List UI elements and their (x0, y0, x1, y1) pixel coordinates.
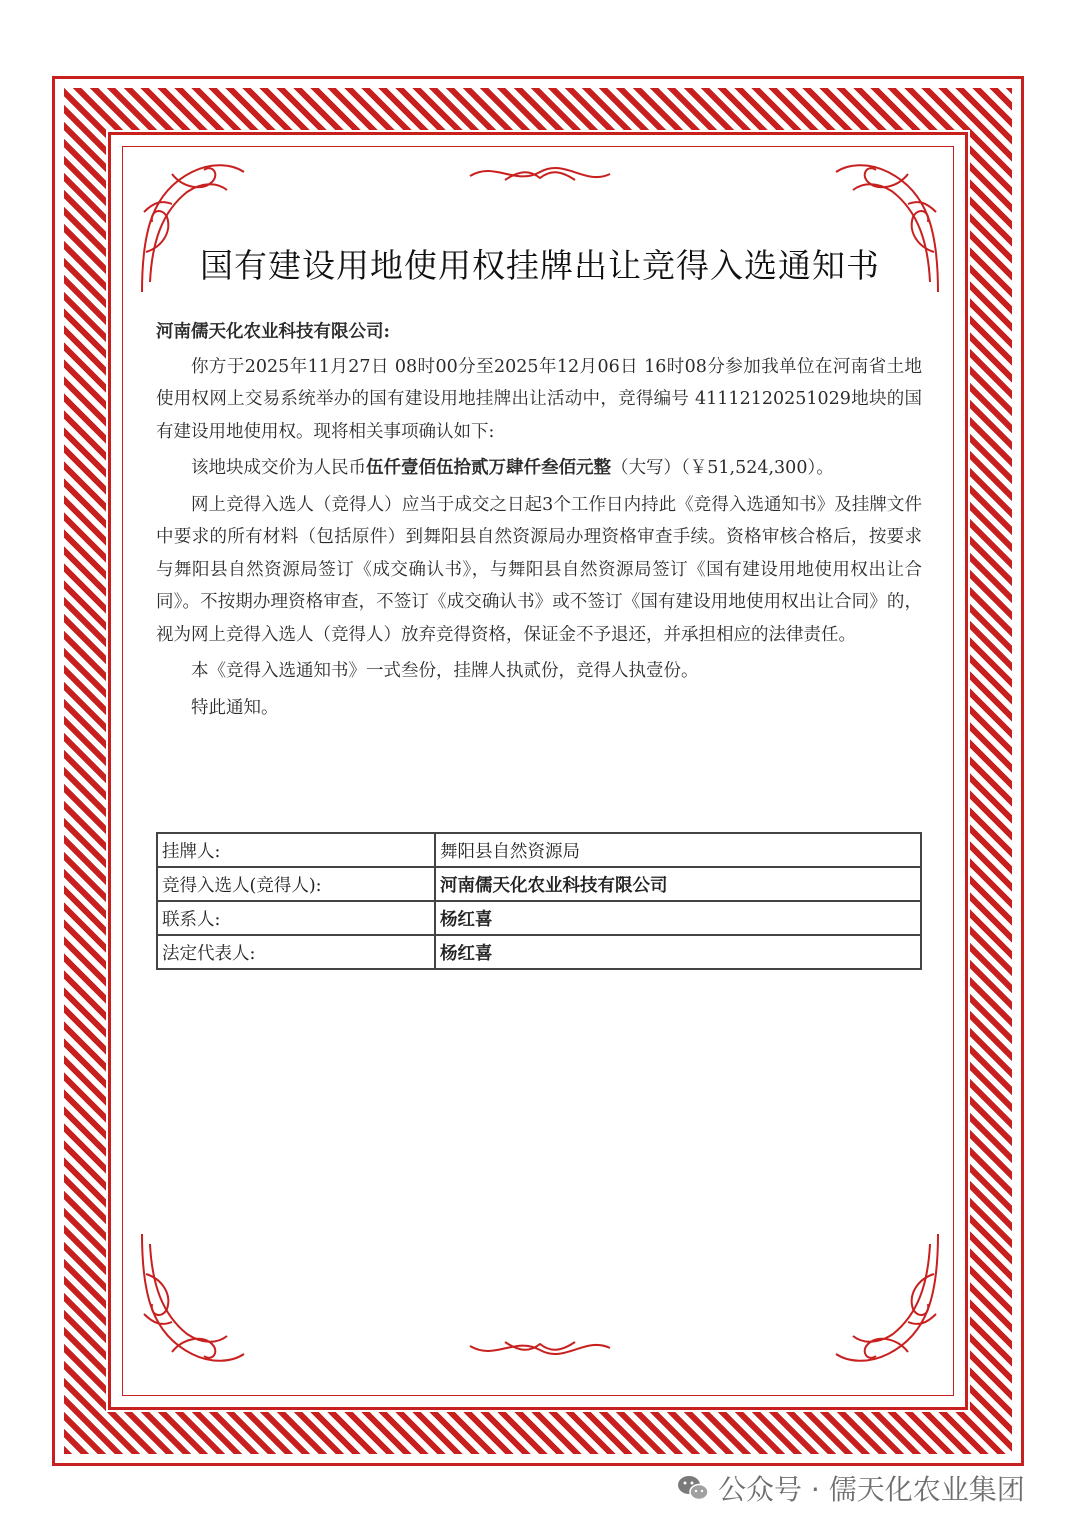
table-label: 竞得入选人(竞得人): (157, 867, 435, 901)
wechat-watermark (676, 1468, 1025, 1508)
addressee: 河南儒天化农业科技有限公司: (156, 322, 390, 342)
corner-ornament-icon (828, 1224, 948, 1374)
table-value: 杨红喜 (435, 935, 921, 969)
paragraph-participation: 你方于2025年11月27日 08时00分至2025年12月06日 16时08分参加我单位在河南省土地使用权网上交易系统举办的国有建设用地挂牌出让活动中，竞得编号 41112120251029地块的国有建设用地使用权。现将相关事项确认如下: (156, 356, 922, 442)
price-prefix: 该地块成交价为人民币 (191, 458, 366, 478)
price-suffix: （大写）（￥51,524,300）。 (611, 458, 834, 478)
table-row (157, 833, 921, 867)
paragraph-closing: 特此通知。 (191, 697, 279, 718)
corner-ornament-icon (132, 1224, 252, 1374)
paragraph-price (156, 452, 922, 485)
party-info-table (156, 832, 922, 970)
table-label: 挂牌人: (157, 833, 435, 867)
document-title: 国有建设用地使用权挂牌出让竞得入选通知书 (200, 246, 880, 285)
paragraph-copies: 本《竞得入选通知书》一式叁份，挂牌人执贰份，竞得人执壹份。 (191, 661, 699, 681)
table-row (157, 867, 921, 901)
table-value: 舞阳县自然资源局 (435, 833, 921, 867)
watermark-text: 公众号 · 儒天化农业集团 (718, 1473, 1025, 1506)
scroll-ornament-icon (465, 1332, 615, 1366)
paragraph-requirements: 网上竞得入选人（竞得人）应当于成交之日起3个工作日内持此《竞得入选通知书》及挂牌文件中要求的所有材料（包括原件）到舞阳县自然资源局办理资格审查手续。资格审核合格后，按要求与舞阳县自然资源局签订《成交确认书》，与舞阳县自然资源局签订《国有建设用地使用权出让合同》。不按期办理资格审查，不签订《成交确认书》或不签订《国有建设用地使用权出让合同》的，视为网上竞得入选人（竞得人）放弃竞得资格，保证金不予退还，并承担相应的法律责任。 (156, 494, 922, 645)
wechat-icon (676, 1473, 710, 1503)
price-amount-words: 伍仟壹佰伍拾贰万肆仟叁佰元整 (366, 458, 611, 478)
table-row (157, 901, 921, 935)
table-label: 联系人: (157, 901, 435, 935)
document-body (156, 316, 922, 728)
table-value: 杨红喜 (435, 901, 921, 935)
table-label: 法定代表人: (157, 935, 435, 969)
table-value: 河南儒天化农业科技有限公司 (435, 867, 921, 901)
scroll-ornament-icon (465, 156, 615, 190)
table-row (157, 935, 921, 969)
